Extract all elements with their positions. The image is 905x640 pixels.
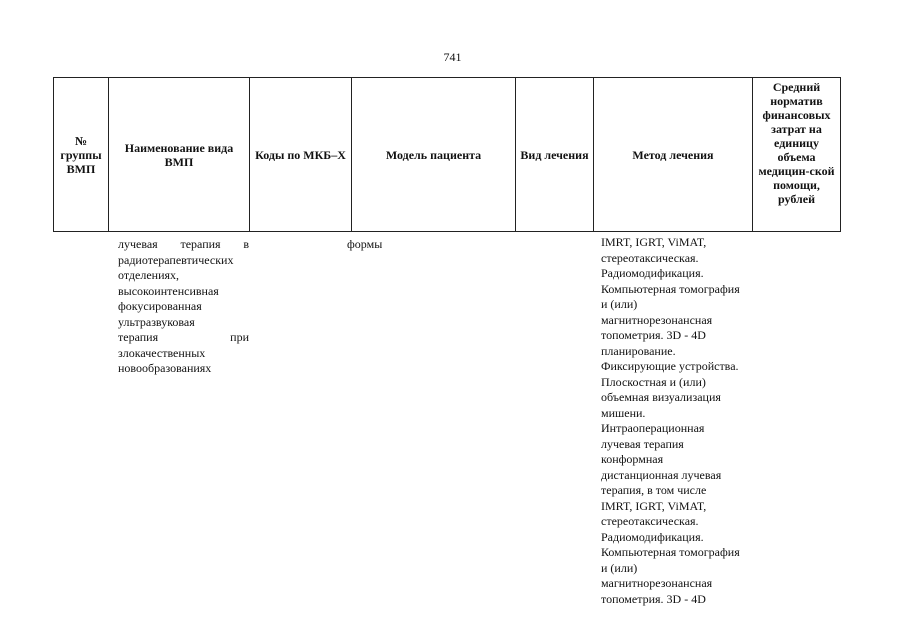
- treatment-method-line: терапия, в том числе: [601, 483, 707, 497]
- vmp-name-word: радиотерапевтических: [118, 252, 234, 267]
- header-patient-model: Модель пациента: [352, 78, 516, 232]
- vmp-name-word: высокоинтенсивная: [118, 283, 219, 298]
- treatment-method-line: Компьютерная томография: [601, 281, 740, 296]
- treatment-method-line: дистанционная лучевая: [601, 467, 722, 482]
- header-avg-cost: Средний норматив финансовых затрат на единицу объема медицин-ской помощи, рублей: [753, 78, 841, 232]
- vmp-name-word: при: [230, 330, 249, 344]
- vmp-name-word: ультразвуковая: [118, 314, 195, 329]
- treatment-method-line: магнитнорезонансная: [601, 312, 713, 327]
- treatment-method-line: стереотаксическая.: [601, 250, 699, 265]
- vmp-name-line: [118, 284, 249, 300]
- treatment-method-line: IMRT, IGRT, ViMAT,: [601, 235, 707, 249]
- vmp-name-word: лучевая: [118, 237, 158, 251]
- treatment-method-line: магнитнорезонансная: [601, 576, 713, 590]
- treatment-method-cell: [601, 235, 759, 607]
- vmp-name-line: [118, 299, 249, 315]
- vmp-name-word: в: [243, 237, 249, 251]
- vmp-name-word: злокачественных: [118, 345, 206, 360]
- vmp-name-line: [118, 315, 249, 331]
- header-vmp-name: Наименование вида ВМП: [109, 78, 250, 232]
- treatment-method-line: Фиксирующие устройства.: [601, 359, 739, 373]
- vmp-name-line: [118, 361, 249, 377]
- treatment-method-line: конформная: [601, 452, 664, 466]
- treatment-method-line: и (или): [601, 560, 638, 575]
- header-mkb-codes: Коды по МКБ–Х: [250, 78, 352, 232]
- header-group-no: № группы ВМП: [54, 78, 109, 232]
- vmp-name-cell: [118, 237, 249, 377]
- vmp-name-line: [118, 237, 249, 253]
- vmp-name-word: терапия: [180, 237, 221, 251]
- treatment-method-line: топометрия. 3D - 4D: [601, 328, 706, 342]
- header-treatment-method: Метод лечения: [594, 78, 753, 232]
- treatment-method-line: топометрия. 3D - 4D: [601, 591, 706, 606]
- treatment-method-line: мишени.: [601, 405, 646, 420]
- vmp-name-word: фокусированная: [118, 299, 202, 313]
- treatment-method-line: IMRT, IGRT, ViMAT,: [601, 498, 707, 513]
- treatment-method-line: объемная визуализация: [601, 390, 721, 404]
- treatment-method-line: Компьютерная томография: [601, 545, 740, 559]
- treatment-method-line: планирование.: [601, 343, 676, 358]
- treatment-method-line: Интраоперационная: [601, 421, 705, 435]
- treatment-method-line: лучевая терапия: [601, 436, 684, 451]
- vmp-name-line: [118, 330, 249, 346]
- vmp-name-line: [118, 268, 249, 284]
- treatment-method-line: Плоскостная и (или): [601, 374, 706, 389]
- vmp-name-word: новообразованиях: [118, 361, 212, 375]
- header-treatment-type: Вид лечения: [516, 78, 594, 232]
- patient-model-cell: формы: [347, 237, 383, 251]
- treatment-method-line: Радиомодификация.: [601, 529, 704, 544]
- treatment-method-line: и (или): [601, 297, 638, 311]
- vmp-name-word: терапия: [118, 330, 159, 344]
- treatment-method-line: стереотаксическая.: [601, 514, 699, 528]
- vmp-name-line: [118, 346, 249, 362]
- vmp-name-line: [118, 253, 249, 269]
- page-number: 741: [443, 50, 462, 64]
- vmp-name-word: отделениях,: [118, 268, 180, 282]
- treatment-method-line: Радиомодификация.: [601, 266, 704, 280]
- table-header: [53, 77, 841, 232]
